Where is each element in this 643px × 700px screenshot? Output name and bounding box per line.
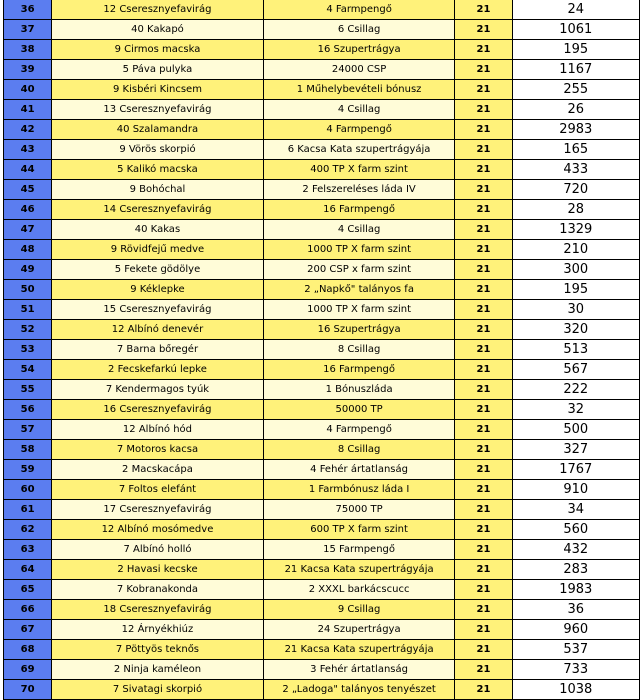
reward-item-cell: 40 Kakapó [52, 20, 264, 40]
reward-bonus-cell: 24000 CSP [263, 60, 455, 80]
row-number-cell: 65 [4, 580, 52, 600]
reward-item-cell: 12 Albínó mosómedve [52, 520, 264, 540]
value-cell: 210 [512, 240, 639, 260]
reward-item-cell: 2 Fecskefarkú lepke [52, 360, 264, 380]
reward-bonus-cell: 9 Csillag [263, 600, 455, 620]
reward-item-cell: 12 Albínó denevér [52, 320, 264, 340]
row-number-cell: 43 [4, 140, 52, 160]
table-row [4, 680, 640, 700]
table-row [4, 580, 640, 600]
value-cell: 500 [512, 420, 639, 440]
reward-item-cell: 7 Pöttyös teknős [52, 640, 264, 660]
value-cell: 720 [512, 180, 639, 200]
reward-item-cell: 9 Bohóchal [52, 180, 264, 200]
reward-bonus-cell: 2 „Napkő" talányos fa [263, 280, 455, 300]
level-cell: 21 [455, 600, 512, 620]
level-cell: 21 [455, 420, 512, 440]
value-cell: 28 [512, 200, 639, 220]
reward-bonus-cell: 4 Csillag [263, 220, 455, 240]
table-row [4, 20, 640, 40]
level-cell: 21 [455, 200, 512, 220]
reward-item-cell: 2 Havasi kecske [52, 560, 264, 580]
table-row [4, 640, 640, 660]
level-cell: 21 [455, 620, 512, 640]
reward-bonus-cell: 8 Csillag [263, 340, 455, 360]
table-row [4, 160, 640, 180]
reward-bonus-cell: 1000 TP X farm szint [263, 300, 455, 320]
reward-bonus-cell: 24 Szupertrágya [263, 620, 455, 640]
reward-bonus-cell: 6 Csillag [263, 20, 455, 40]
table-row [4, 400, 640, 420]
reward-bonus-cell: 21 Kacsa Kata szupertrágyája [263, 560, 455, 580]
level-cell: 21 [455, 340, 512, 360]
value-cell: 195 [512, 280, 639, 300]
reward-item-cell: 9 Kisbéri Kincsem [52, 80, 264, 100]
reward-bonus-cell: 8 Csillag [263, 440, 455, 460]
reward-item-cell: 7 Sivatagi skorpió [52, 680, 264, 700]
reward-bonus-cell: 16 Farmpengő [263, 360, 455, 380]
level-cell: 21 [455, 180, 512, 200]
reward-bonus-cell: 4 Farmpengő [263, 120, 455, 140]
table-row [4, 240, 640, 260]
table-row [4, 280, 640, 300]
level-cell: 21 [455, 0, 512, 20]
value-cell: 433 [512, 160, 639, 180]
value-cell: 733 [512, 660, 639, 680]
reward-item-cell: 12 Albínó hód [52, 420, 264, 440]
table-row [4, 340, 640, 360]
value-cell: 36 [512, 600, 639, 620]
value-cell: 165 [512, 140, 639, 160]
level-cell: 21 [455, 300, 512, 320]
value-cell: 24 [512, 0, 639, 20]
reward-bonus-cell: 50000 TP [263, 400, 455, 420]
row-number-cell: 42 [4, 120, 52, 140]
table-row [4, 440, 640, 460]
row-number-cell: 54 [4, 360, 52, 380]
reward-bonus-cell: 6 Kacsa Kata szupertrágyája [263, 140, 455, 160]
level-cell: 21 [455, 40, 512, 60]
level-cell: 21 [455, 560, 512, 580]
table-row [4, 140, 640, 160]
row-number-cell: 55 [4, 380, 52, 400]
level-cell: 21 [455, 260, 512, 280]
table-row [4, 100, 640, 120]
value-cell: 1983 [512, 580, 639, 600]
reward-bonus-cell: 200 CSP x farm szint [263, 260, 455, 280]
reward-bonus-cell: 75000 TP [263, 500, 455, 520]
table-row [4, 0, 640, 20]
row-number-cell: 61 [4, 500, 52, 520]
table-row [4, 420, 640, 440]
table-row [4, 520, 640, 540]
value-cell: 327 [512, 440, 639, 460]
value-cell: 26 [512, 100, 639, 120]
table-row [4, 560, 640, 580]
table-row [4, 460, 640, 480]
table-row [4, 360, 640, 380]
value-cell: 537 [512, 640, 639, 660]
reward-item-cell: 9 Cirmos macska [52, 40, 264, 60]
table-row [4, 200, 640, 220]
row-number-cell: 66 [4, 600, 52, 620]
level-cell: 21 [455, 400, 512, 420]
level-cell: 21 [455, 660, 512, 680]
level-cell: 21 [455, 60, 512, 80]
value-cell: 222 [512, 380, 639, 400]
reward-bonus-cell: 4 Csillag [263, 100, 455, 120]
level-cell: 21 [455, 540, 512, 560]
table-row [4, 500, 640, 520]
reward-bonus-cell: 1 Farmbónusz láda I [263, 480, 455, 500]
reward-item-cell: 12 Cseresznyefavirág [52, 0, 264, 20]
level-cell: 21 [455, 80, 512, 100]
value-cell: 432 [512, 540, 639, 560]
value-cell: 283 [512, 560, 639, 580]
level-cell: 21 [455, 120, 512, 140]
level-cell: 21 [455, 240, 512, 260]
table-row [4, 540, 640, 560]
reward-item-cell: 7 Foltos elefánt [52, 480, 264, 500]
reward-item-cell: 9 Vörös skorpió [52, 140, 264, 160]
reward-bonus-cell: 400 TP X farm szint [263, 160, 455, 180]
reward-bonus-cell: 3 Fehér ártatlanság [263, 660, 455, 680]
level-cell: 21 [455, 380, 512, 400]
table-row [4, 600, 640, 620]
reward-item-cell: 2 Ninja kaméleon [52, 660, 264, 680]
level-cell: 21 [455, 500, 512, 520]
row-number-cell: 47 [4, 220, 52, 240]
level-cell: 21 [455, 580, 512, 600]
value-cell: 560 [512, 520, 639, 540]
reward-bonus-cell: 4 Fehér ártatlanság [263, 460, 455, 480]
value-cell: 34 [512, 500, 639, 520]
table-row [4, 380, 640, 400]
reward-item-cell: 5 Páva pulyka [52, 60, 264, 80]
value-cell: 320 [512, 320, 639, 340]
row-number-cell: 50 [4, 280, 52, 300]
row-number-cell: 36 [4, 0, 52, 20]
row-number-cell: 57 [4, 420, 52, 440]
table-row [4, 180, 640, 200]
reward-item-cell: 7 Motoros kacsa [52, 440, 264, 460]
row-number-cell: 69 [4, 660, 52, 680]
row-number-cell: 46 [4, 200, 52, 220]
table-row [4, 300, 640, 320]
value-cell: 1329 [512, 220, 639, 240]
level-cell: 21 [455, 100, 512, 120]
reward-bonus-cell: 1 Műhelybevételi bónusz [263, 80, 455, 100]
level-cell: 21 [455, 20, 512, 40]
row-number-cell: 68 [4, 640, 52, 660]
reward-item-cell: 5 Fekete gödölye [52, 260, 264, 280]
level-cell: 21 [455, 280, 512, 300]
value-cell: 30 [512, 300, 639, 320]
reward-bonus-cell: 16 Farmpengő [263, 200, 455, 220]
reward-bonus-cell: 2 „Ladoga" talányos tenyészet [263, 680, 455, 700]
level-cell: 21 [455, 440, 512, 460]
reward-bonus-cell: 16 Szupertrágya [263, 40, 455, 60]
reward-item-cell: 7 Barna bőregér [52, 340, 264, 360]
reward-item-cell: 40 Kakas [52, 220, 264, 240]
reward-item-cell: 40 Szalamandra [52, 120, 264, 140]
reward-bonus-cell: 2 Felszereléses láda IV [263, 180, 455, 200]
table-row [4, 660, 640, 680]
value-cell: 300 [512, 260, 639, 280]
row-number-cell: 59 [4, 460, 52, 480]
row-number-cell: 70 [4, 680, 52, 700]
reward-item-cell: 15 Cseresznyefavirág [52, 300, 264, 320]
row-number-cell: 53 [4, 340, 52, 360]
level-cell: 21 [455, 160, 512, 180]
table-row [4, 40, 640, 60]
row-number-cell: 64 [4, 560, 52, 580]
level-cell: 21 [455, 220, 512, 240]
row-number-cell: 49 [4, 260, 52, 280]
row-number-cell: 58 [4, 440, 52, 460]
table-row [4, 620, 640, 640]
value-cell: 32 [512, 400, 639, 420]
value-cell: 567 [512, 360, 639, 380]
reward-item-cell: 17 Cseresznyefavirág [52, 500, 264, 520]
row-number-cell: 41 [4, 100, 52, 120]
reward-item-cell: 7 Kendermagos tyúk [52, 380, 264, 400]
reward-bonus-cell: 16 Szupertrágya [263, 320, 455, 340]
row-number-cell: 40 [4, 80, 52, 100]
row-number-cell: 56 [4, 400, 52, 420]
rewards-table-body [4, 0, 640, 700]
reward-bonus-cell: 600 TP X farm szint [263, 520, 455, 540]
value-cell: 960 [512, 620, 639, 640]
table-row [4, 60, 640, 80]
row-number-cell: 48 [4, 240, 52, 260]
value-cell: 1038 [512, 680, 639, 700]
value-cell: 1167 [512, 60, 639, 80]
row-number-cell: 45 [4, 180, 52, 200]
row-number-cell: 62 [4, 520, 52, 540]
value-cell: 910 [512, 480, 639, 500]
table-row [4, 260, 640, 280]
reward-item-cell: 5 Kalikó macska [52, 160, 264, 180]
rewards-table [3, 0, 640, 700]
value-cell: 1767 [512, 460, 639, 480]
level-cell: 21 [455, 680, 512, 700]
reward-bonus-cell: 1000 TP X farm szint [263, 240, 455, 260]
reward-item-cell: 14 Cseresznyefavirág [52, 200, 264, 220]
table-row [4, 80, 640, 100]
row-number-cell: 67 [4, 620, 52, 640]
reward-bonus-cell: 4 Farmpengő [263, 0, 455, 20]
reward-bonus-cell: 15 Farmpengő [263, 540, 455, 560]
reward-bonus-cell: 2 XXXL barkácscucc [263, 580, 455, 600]
level-cell: 21 [455, 480, 512, 500]
level-cell: 21 [455, 640, 512, 660]
row-number-cell: 51 [4, 300, 52, 320]
level-cell: 21 [455, 320, 512, 340]
value-cell: 513 [512, 340, 639, 360]
reward-item-cell: 7 Kobranakonda [52, 580, 264, 600]
reward-item-cell: 9 Rövidfejű medve [52, 240, 264, 260]
reward-item-cell: 7 Albínó holló [52, 540, 264, 560]
row-number-cell: 39 [4, 60, 52, 80]
level-cell: 21 [455, 360, 512, 380]
table-row [4, 480, 640, 500]
row-number-cell: 44 [4, 160, 52, 180]
reward-bonus-cell: 4 Farmpengő [263, 420, 455, 440]
value-cell: 2983 [512, 120, 639, 140]
level-cell: 21 [455, 460, 512, 480]
reward-item-cell: 16 Cseresznyefavirág [52, 400, 264, 420]
reward-item-cell: 2 Macskacápa [52, 460, 264, 480]
reward-item-cell: 9 Kéklepke [52, 280, 264, 300]
level-cell: 21 [455, 520, 512, 540]
table-row [4, 320, 640, 340]
reward-bonus-cell: 21 Kacsa Kata szupertrágyája [263, 640, 455, 660]
row-number-cell: 52 [4, 320, 52, 340]
row-number-cell: 63 [4, 540, 52, 560]
reward-item-cell: 12 Árnyékhiúz [52, 620, 264, 640]
row-number-cell: 60 [4, 480, 52, 500]
reward-bonus-cell: 1 Bónuszláda [263, 380, 455, 400]
value-cell: 255 [512, 80, 639, 100]
row-number-cell: 37 [4, 20, 52, 40]
table-row [4, 120, 640, 140]
reward-item-cell: 18 Cseresznyefavirág [52, 600, 264, 620]
value-cell: 195 [512, 40, 639, 60]
table-row [4, 220, 640, 240]
value-cell: 1061 [512, 20, 639, 40]
reward-item-cell: 13 Cseresznyefavirág [52, 100, 264, 120]
row-number-cell: 38 [4, 40, 52, 60]
level-cell: 21 [455, 140, 512, 160]
